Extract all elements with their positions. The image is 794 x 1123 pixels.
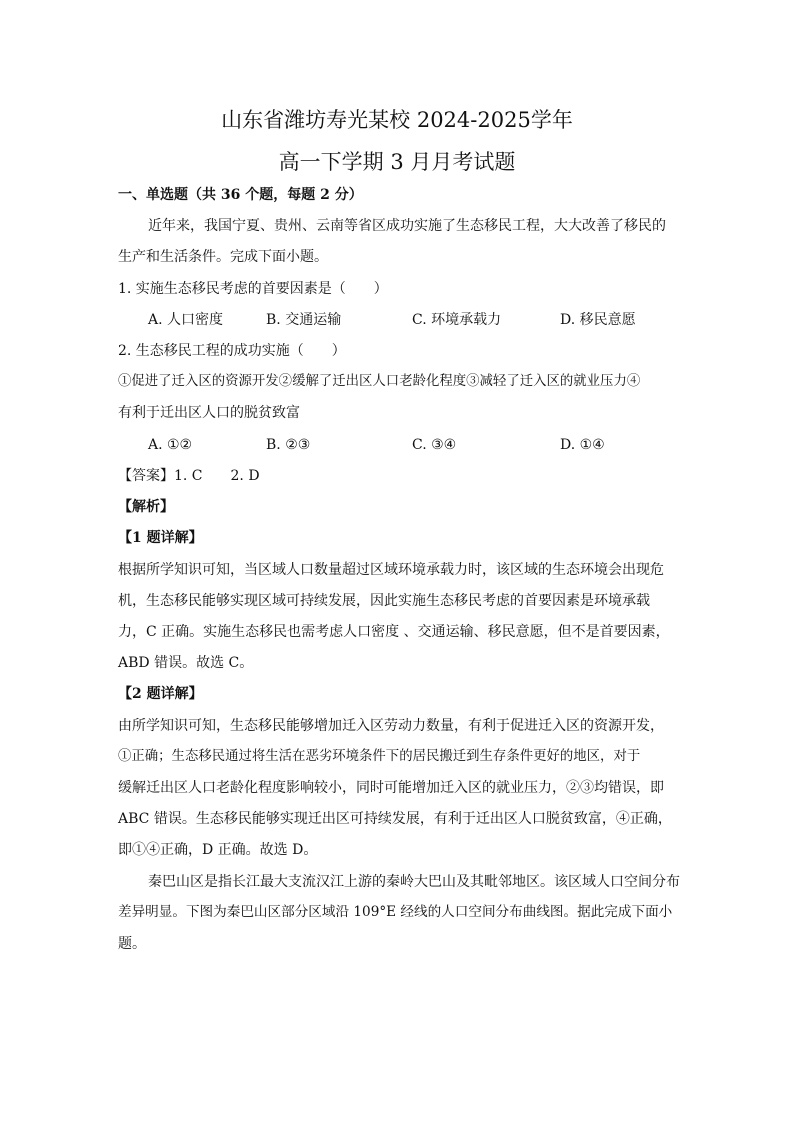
- q1-option-b: B. 交通运输: [266, 312, 342, 328]
- detail-2-line3: 缓解迁出区人口老龄化程度影响较小，同时可能增加迁入区的就业压力，②③均错误，即: [118, 780, 664, 796]
- question-1: 1. 实施生态移民考虑的首要因素是（ ）: [118, 281, 388, 297]
- section-heading: 一、单选题（共 36 个题，每题 2 分）: [118, 187, 363, 203]
- intro-paragraph-2-line1: 秦巴山区是指长江最大支流汉江上游的秦岭大巴山及其毗邻地区。该区域人口空间分布: [148, 874, 680, 890]
- q1-option-d: D. 移民意愿: [560, 312, 636, 328]
- exam-title-line1: 山东省潍坊寿光某校 2024-2025学年: [221, 108, 573, 132]
- q2-option-b: B. ②③: [266, 437, 311, 453]
- analysis-heading: 【解析】: [118, 499, 174, 515]
- q1-option-c: C. 环境承载力: [412, 312, 502, 328]
- answer-line: 【答案】1. C 2. D: [118, 468, 260, 484]
- detail-2-line5: 即①④正确，D 正确。故选 D。: [118, 842, 318, 858]
- intro-paragraph-2-line3: 题。: [118, 936, 146, 952]
- intro-paragraph-1-line1: 近年来，我国宁夏、贵州、云南等省区成功实施了生态移民工程，大大改善了移民的: [148, 218, 666, 234]
- detail-1-line2: 机，生态移民能够实现区域可持续发展，因此实施生态移民考虑的首要因素是环境承载: [118, 593, 650, 609]
- q2-option-d: D. ①④: [560, 437, 605, 453]
- q2-option-c: C. ③④: [412, 437, 457, 453]
- question-2-statements-line1: ①促进了迁入区的资源开发②缓解了迁出区人口老龄化程度③减轻了迁入区的就业压力④: [118, 374, 641, 389]
- detail-2-line2: ①正确；生态移民通过将生活在恶劣环境条件下的居民搬迁到生存条件更好的地区，对于: [118, 749, 641, 764]
- detail-1-heading: 【1 题详解】: [118, 530, 203, 546]
- q1-option-a: A. 人口密度: [148, 312, 224, 328]
- detail-2-line1: 由所学知识可知，生态移民能够增加迁入区劳动力数量，有利于促进迁入区的资源开发，: [118, 718, 664, 734]
- detail-2-heading: 【2 题详解】: [118, 686, 203, 702]
- detail-2-line4: ABC 错误。生态移民能够实现迁出区可持续发展，有利于迁出区人口脱贫致富，④正确，: [118, 811, 672, 827]
- detail-1-line3: 力，C 正确。实施生态移民也需考虑人口密度 、交通运输、移民意愿，但不是首要因素，: [118, 624, 670, 640]
- question-2-statements-line2: 有利于迁出区人口的脱贫致富: [118, 405, 300, 421]
- intro-paragraph-1-line2: 生产和生活条件。完成下面小题。: [118, 249, 328, 265]
- question-2: 2. 生态移民工程的成功实施（ ）: [118, 343, 346, 359]
- detail-1-line4: ABD 错误。故选 C。: [118, 655, 254, 671]
- exam-title-line2: 高一下学期 3 月月考试题: [278, 150, 516, 174]
- intro-paragraph-2-line2: 差异明显。下图为秦巴山区部分区域沿 109°E 经线的人口空间分布曲线图。据此完成下面小: [118, 904, 673, 920]
- q2-option-a: A. ①②: [148, 437, 193, 453]
- detail-1-line1: 根据所学知识可知，当区域人口数量超过区域环境承载力时，该区域的生态环境会出现危: [118, 562, 664, 578]
